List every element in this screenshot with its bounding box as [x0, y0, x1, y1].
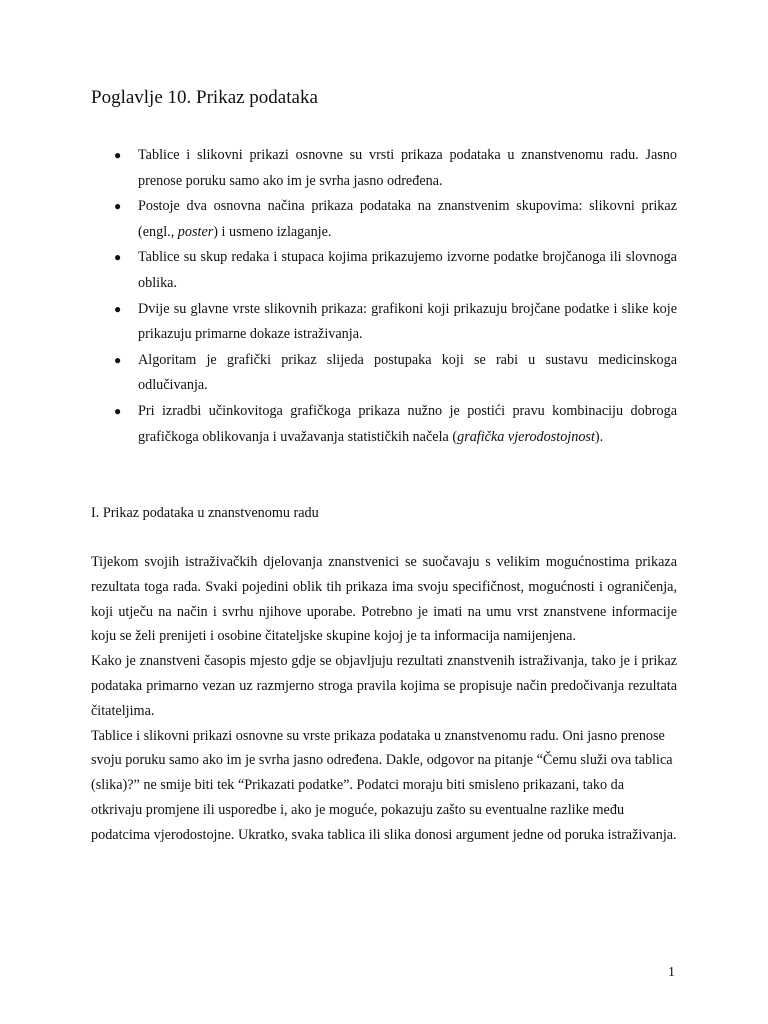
bullet-text: Pri izradbi učinkovitoga grafičkoga prikaza nužno je postići pravu kombinaciju dobroga grafičkoga oblikovanja i uvažavanja statističkih načela ( — [138, 402, 677, 445]
bullet-text: ) i usmeno izlaganje. — [213, 223, 332, 240]
bullet-dot-icon: ● — [114, 301, 122, 316]
bullet-item — [91, 194, 677, 245]
bullet-text-italic: poster — [177, 223, 214, 240]
body-paragraph: Tablice i slikovni prikazi osnovne su vrste prikaza podataka u znanstvenomu radu. Oni jasno prenose svoju poruku samo ako im je svrha jasno određena. Dakle, odgovor na pitanje “Čemu služi ova tablica (slika)?” ne smije biti tek “Prikazati podatke”. Podatci moraju biti smisleno prikazani, tako da otkrivaju promjene ili usporedbe i, ako je moguće, pokazuju zašto su eventualne razlike među podatcima vjerodostojne. Ukratko, svaka tablica ili slika donosi argument jedne od poruka istraživanja. — [91, 727, 677, 843]
bullet-dot-icon: ● — [114, 250, 122, 265]
bullet-item — [91, 143, 677, 194]
bullet-item — [91, 245, 677, 296]
body-paragraph: Tijekom svojih istraživačkih djelovanja znanstvenici se suočavaju s velikim mogućnostima prikaza rezultata toga rada. Svaki pojedini oblik tih prikaza ima svoju specifičnost, mogućnosti i ograničenja, koji utječu na način i svrhu njihove uporabe. Potrebno je imati na umu vrst znanstvene informacije koju se želi prenijeti i osobine čitateljske skupine kojoj je ta informacija namijenjena. — [91, 554, 677, 645]
bullet-text-italic: grafička vjerodostojnost — [457, 428, 595, 445]
bullet-item — [91, 399, 677, 450]
body-paragraph: Kako je znanstveni časopis mjesto gdje se objavljuju rezultati znanstvenih istraživanja, tako je i prikaz podataka primarno vezan uz razmjerno stroga pravila kojima se propisuje način predočivanja rezultata čitateljima. — [91, 653, 677, 719]
bullet-dot-icon: ● — [114, 403, 122, 418]
bullet-dot-icon: ● — [114, 352, 122, 367]
page-number: 1 — [668, 965, 675, 980]
bullet-item — [91, 348, 677, 399]
bullet-item — [91, 297, 677, 348]
chapter-title: Poglavlje 10. Prikaz podataka — [91, 87, 318, 108]
summary-bullet-list — [91, 143, 677, 450]
bullet-text: Tablice i slikovni prikazi osnovne su vrsti prikaza podataka u znanstvenomu radu. Jasno prenose poruku samo ako im je svrha jasno određena. — [138, 147, 677, 189]
section-heading: I. Prikaz podataka u znanstvenomu radu — [91, 505, 319, 521]
bullet-text: ). — [594, 428, 604, 445]
bullet-text: Dvije su glavne vrste slikovnih prikaza: grafikoni koji prikazuju brojčane podatke i slike koje prikazuju primarne dokaze istraživanja. — [138, 300, 677, 343]
bullet-text: Tablice su skup redaka i stupaca kojima prikazujemo izvorne podatke brojčanoga ili slovnoga oblika. — [138, 249, 677, 291]
bullet-text: Postoje dva osnovna načina prikaza podataka na znanstvenim skupovima: slikovni prikaz (engl., — [138, 198, 677, 240]
bullet-dot-icon: ● — [114, 148, 122, 162]
bullet-dot-icon: ● — [114, 199, 122, 214]
body-text — [91, 550, 677, 848]
bullet-text: Algoritam je grafički prikaz slijeda postupaka koji se rabi u sustavu medicinskoga odlučivanja. — [138, 351, 677, 394]
